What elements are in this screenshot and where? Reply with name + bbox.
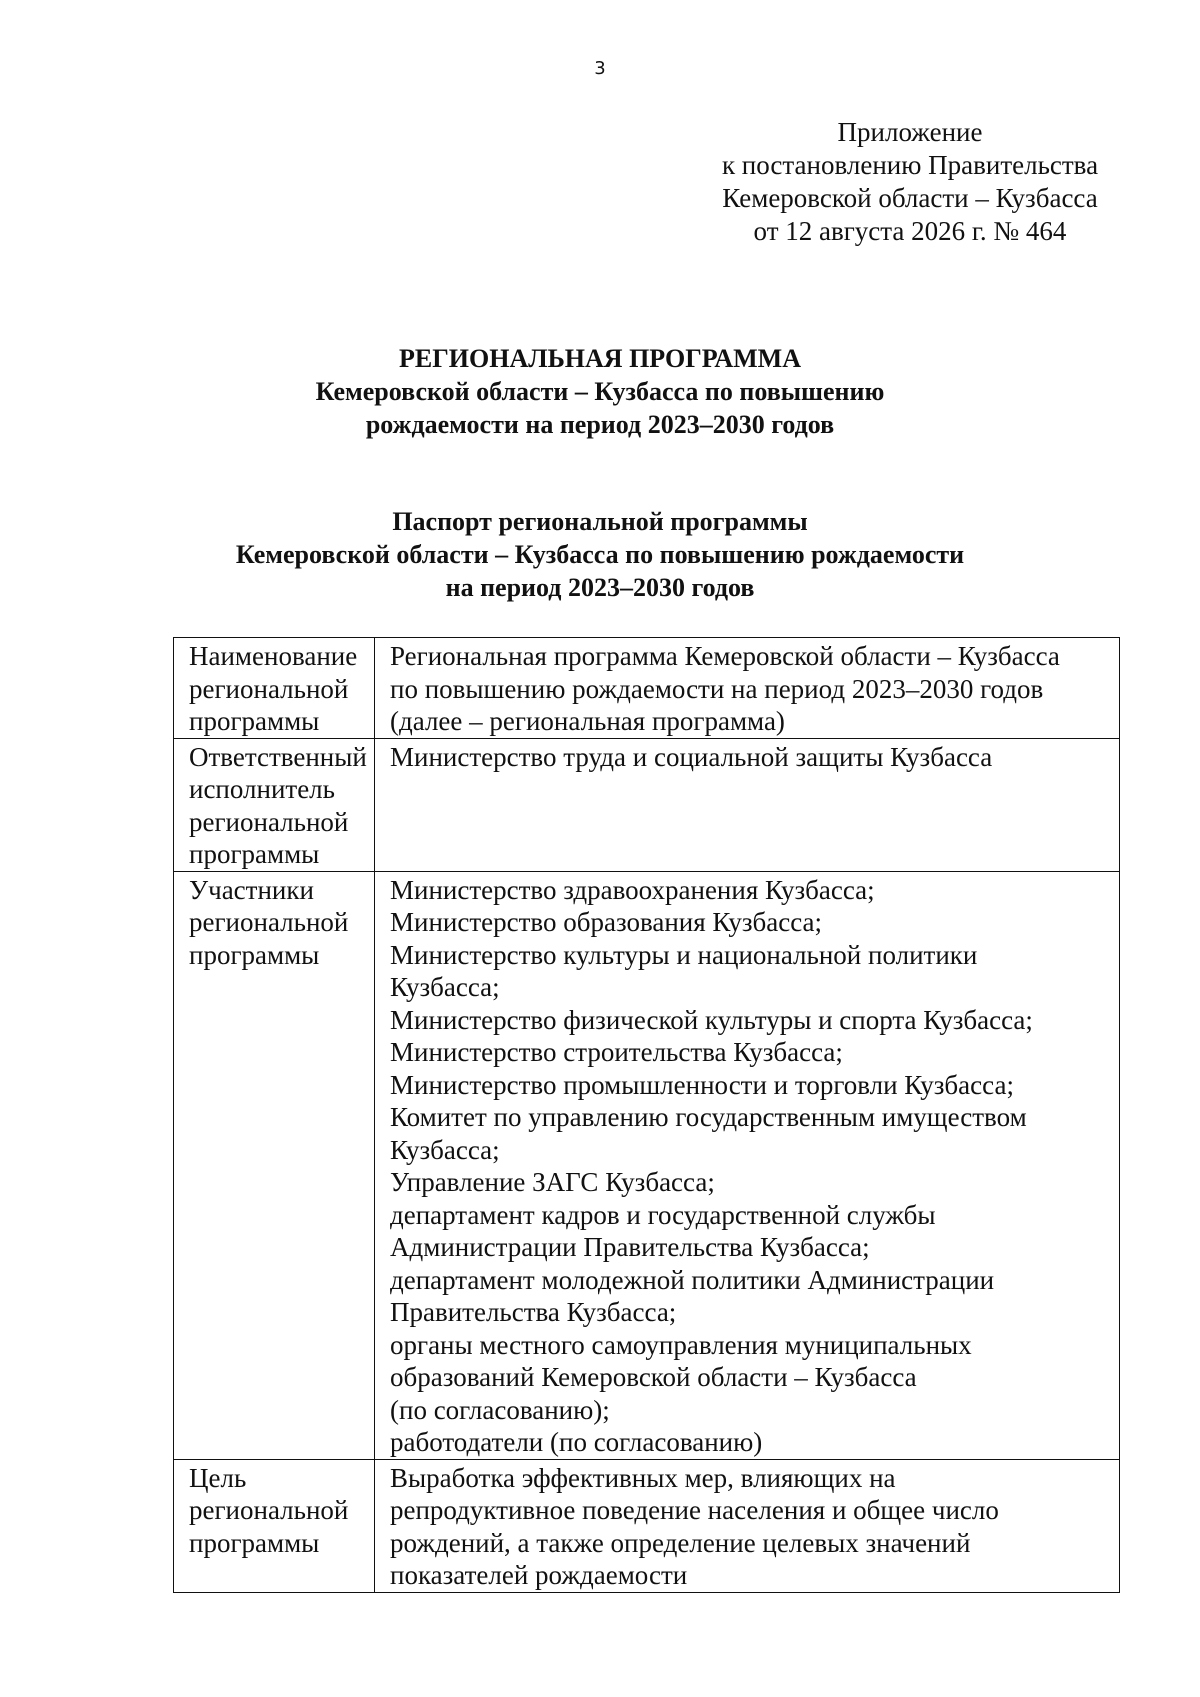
program-title-line: рождаемости на период 2023–2030 годов bbox=[365, 410, 835, 439]
row-value-line: Выработка эффективных мер, влияющих на bbox=[390, 1462, 896, 1493]
row-value-line: Кузбасса; bbox=[390, 1134, 500, 1165]
row-label-line: программы bbox=[189, 939, 320, 970]
row-value-line: (далее – региональная программа) bbox=[390, 706, 785, 736]
row-value-line: Министерство физической культуры и спорта Кузбасса; bbox=[390, 1004, 1033, 1035]
row-value-line: показателей рождаемости bbox=[390, 1560, 688, 1590]
row-value-line: по повышению рождаемости на период 2023–2030 годов bbox=[390, 673, 1044, 704]
row-label-line: программы bbox=[189, 839, 320, 869]
row-label-line: региональной bbox=[189, 806, 349, 837]
row-label-line: Цель bbox=[189, 1462, 247, 1493]
row-value-line: репродуктивное поведение населения и общее число bbox=[390, 1495, 999, 1525]
row-value-line: Министерство промышленности и торговли Кузбасса; bbox=[390, 1069, 1014, 1100]
row-value-line: Комитет по управлению государственным имуществом bbox=[390, 1102, 1027, 1132]
row-value-line: Управление ЗАГС Кузбасса; bbox=[390, 1167, 715, 1197]
passport-table bbox=[173, 637, 1120, 1593]
row-value-line: Региональная программа Кемеровской области – Кузбасса bbox=[390, 641, 1060, 671]
passport-title-line: Паспорт региональной программы bbox=[392, 507, 808, 536]
row-label-line: исполнитель bbox=[189, 774, 335, 804]
row-value-line: рождений, а также определение целевых значений bbox=[390, 1527, 971, 1558]
table-row bbox=[174, 738, 1120, 871]
row-value-line: Министерство культуры и национальной политики bbox=[390, 939, 978, 970]
row-label-line: региональной bbox=[189, 907, 349, 937]
row-value-cell bbox=[375, 871, 1120, 1459]
appendix-line: Кемеровской области – Кузбасса bbox=[722, 183, 1098, 213]
appendix-line: от 12 августа 2026 г. № 464 bbox=[753, 216, 1067, 246]
row-value-line: Кузбасса; bbox=[390, 972, 500, 1002]
row-label-cell bbox=[174, 638, 375, 739]
row-value-cell bbox=[375, 1459, 1120, 1592]
row-value-line: департамент молодежной политики Администрации bbox=[390, 1264, 995, 1295]
row-label-line: Ответственный bbox=[189, 741, 367, 772]
row-value-line: органы местного самоуправления муниципальных bbox=[390, 1329, 972, 1360]
table-row bbox=[174, 871, 1120, 1459]
row-value-line: департамент кадров и государственной службы bbox=[390, 1199, 936, 1230]
row-value-line: (по согласованию); bbox=[390, 1394, 610, 1425]
row-label-cell bbox=[174, 738, 375, 871]
row-value-line: Администрации Правительства Кузбасса; bbox=[390, 1232, 870, 1262]
row-label-line: региональной bbox=[189, 673, 349, 704]
row-label-line: региональной bbox=[189, 1495, 349, 1525]
passport-title-line: на период 2023–2030 годов bbox=[445, 573, 755, 602]
row-value-line: Министерство труда и социальной защиты Кузбасса bbox=[390, 741, 993, 772]
row-value-line: Министерство строительства Кузбасса; bbox=[390, 1037, 843, 1067]
passport-title bbox=[0, 505, 1200, 604]
row-value-line: Правительства Кузбасса; bbox=[390, 1297, 677, 1327]
table-row bbox=[174, 638, 1120, 739]
row-value-line: работодатели (по согласованию) bbox=[390, 1427, 763, 1457]
program-title-line: Кемеровской области – Кузбасса по повышению bbox=[315, 377, 885, 406]
row-label-line: Наименование bbox=[189, 641, 358, 671]
row-value-line: образований Кемеровской области – Кузбасса bbox=[390, 1362, 917, 1392]
row-value-cell bbox=[375, 738, 1120, 871]
program-title bbox=[0, 342, 1200, 441]
row-value-line: Министерство образования Кузбасса; bbox=[390, 907, 823, 937]
appendix-line: к постановлению Правительства bbox=[721, 150, 1099, 180]
row-label-line: Участники bbox=[189, 874, 314, 905]
passport-title-line: Кемеровской области – Кузбасса по повышению рождаемости bbox=[235, 540, 965, 569]
row-value-cell bbox=[375, 638, 1120, 739]
row-label-cell bbox=[174, 1459, 375, 1592]
row-label-line: программы bbox=[189, 1527, 320, 1558]
row-value-line: Министерство здравоохранения Кузбасса; bbox=[390, 874, 875, 905]
appendix-line: Приложение bbox=[837, 117, 983, 147]
row-label-cell bbox=[174, 871, 375, 1459]
page-number: 3 bbox=[594, 58, 606, 79]
program-title-line: РЕГИОНАЛЬНАЯ ПРОГРАММА bbox=[399, 344, 801, 373]
table-row bbox=[174, 1459, 1120, 1592]
row-label-line: программы bbox=[189, 706, 320, 736]
appendix-block bbox=[690, 116, 1130, 248]
